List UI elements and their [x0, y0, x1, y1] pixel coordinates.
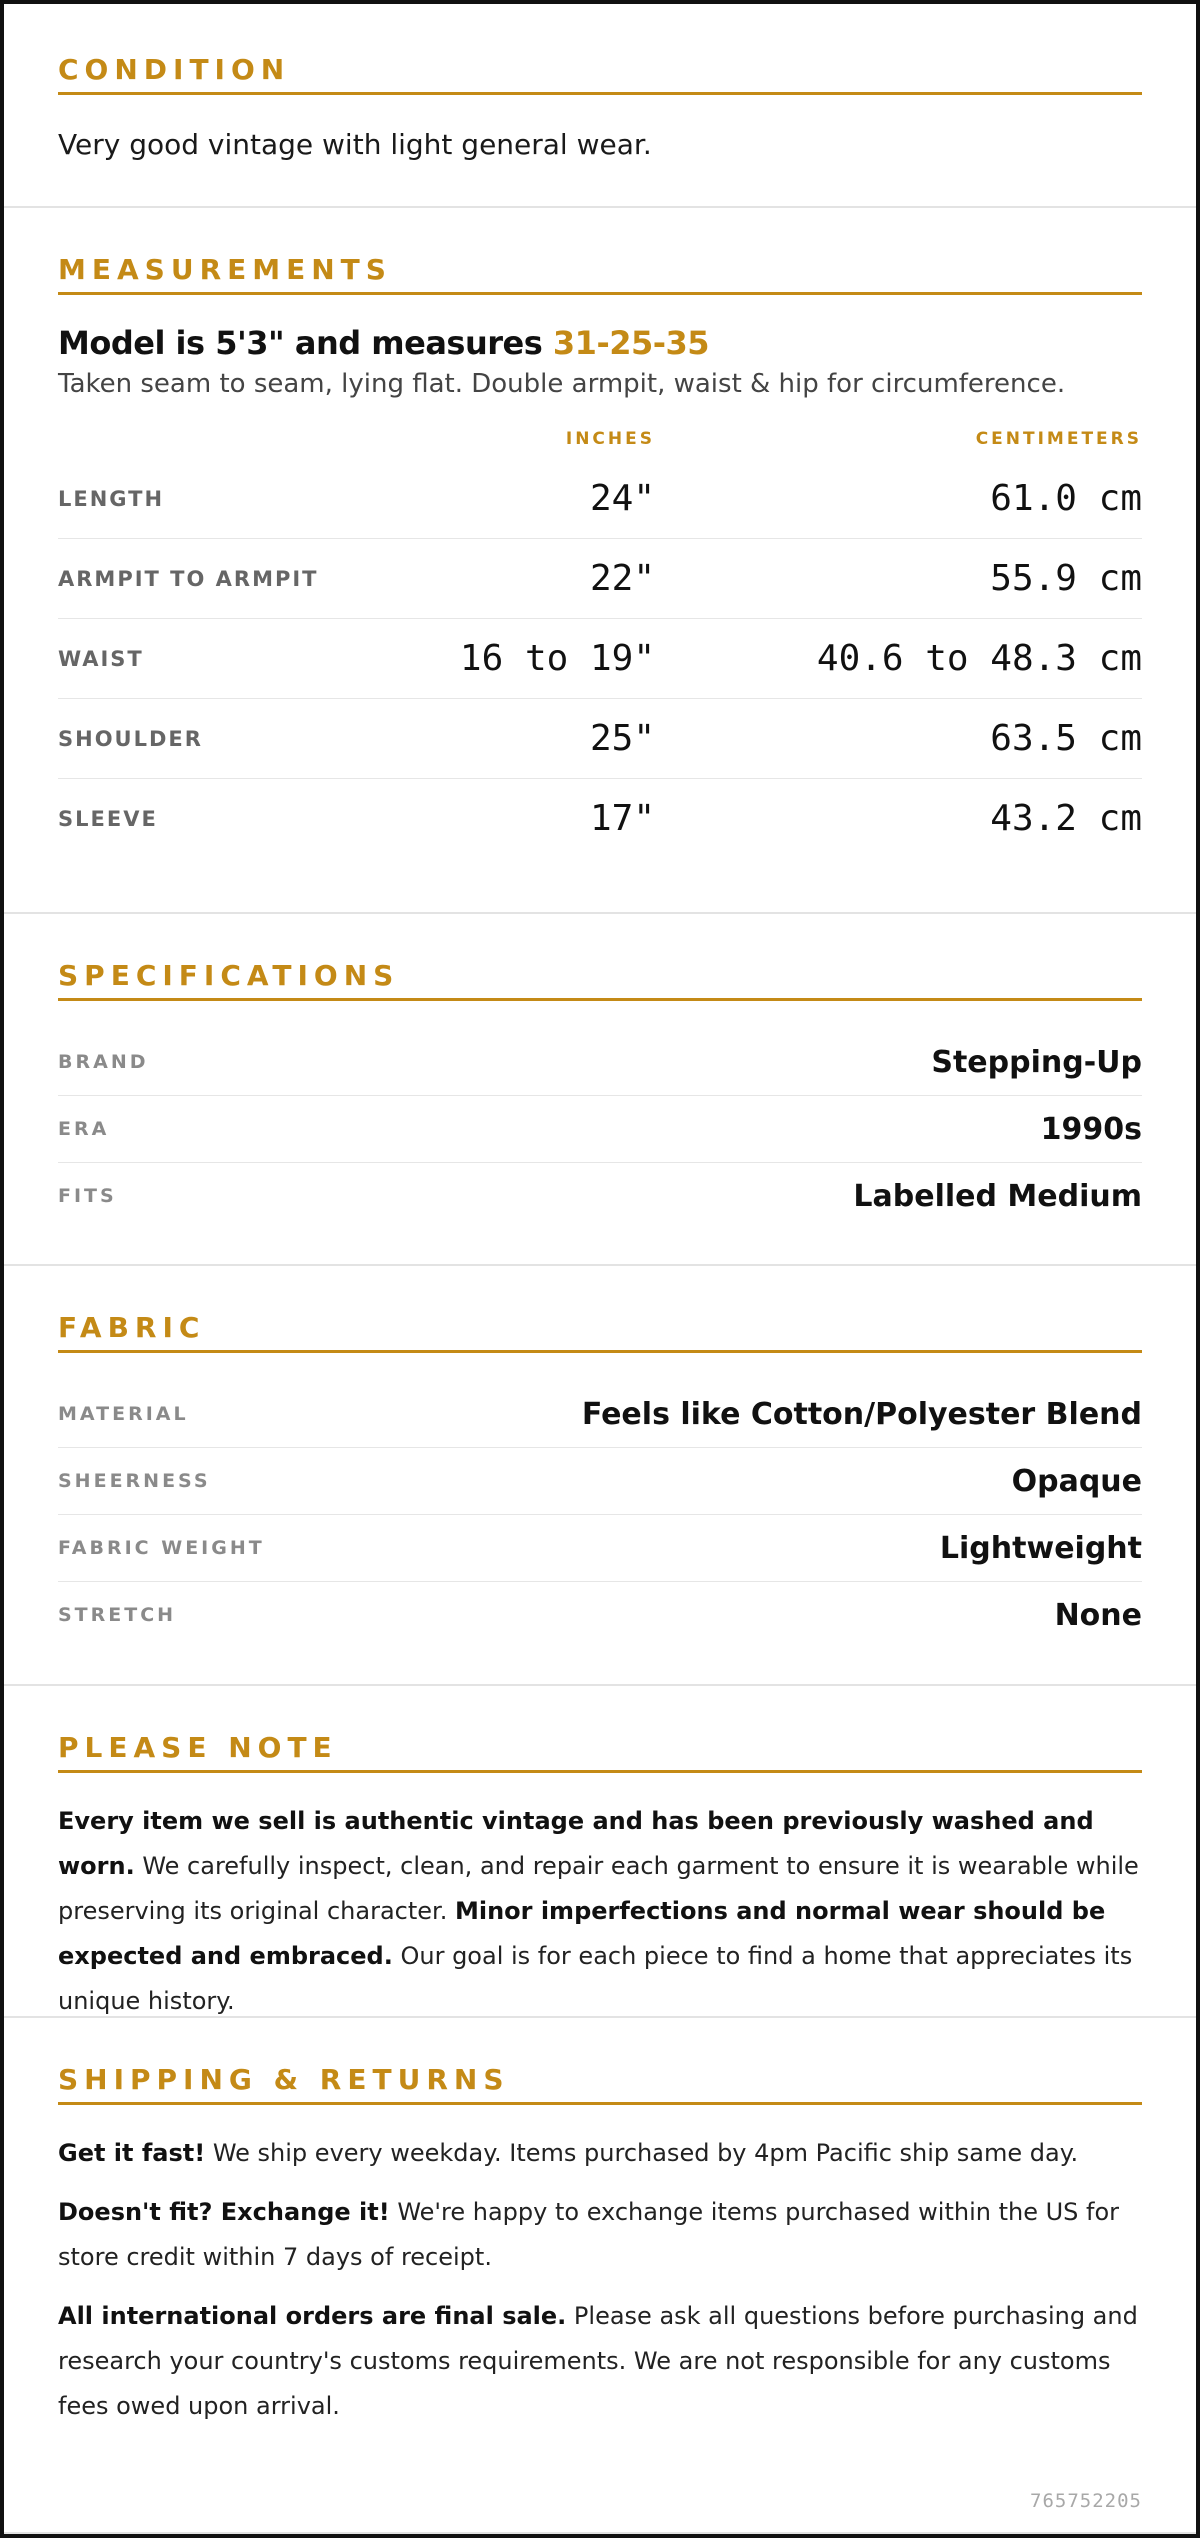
measurement-inches: 25"	[589, 718, 655, 759]
measurement-method-note: Taken seam to seam, lying flat. Double armpit, waist & hip for circumference.	[58, 369, 1066, 399]
measurements-table	[58, 459, 1142, 859]
shipping-exchange-text: We're happy to exchange items purchased within the US for store credit within 7 days of receipt.	[58, 2198, 1120, 2271]
fabric-value: Feels like Cotton/Polyester Blend	[581, 1397, 1142, 1432]
table-row	[58, 459, 1142, 539]
measurements-section	[4, 208, 1196, 914]
condition-divider	[58, 92, 1142, 95]
measurement-inches: 24"	[589, 478, 655, 519]
measurement-inches: 17"	[589, 798, 655, 839]
table-row	[58, 539, 1142, 619]
table-row	[58, 779, 1142, 859]
list-item	[58, 1096, 1142, 1163]
specifications-divider	[58, 998, 1142, 1001]
spec-value: Labelled Medium	[853, 1179, 1142, 1214]
shipping-returns-title: SHIPPING & RETURNS	[58, 2063, 510, 2096]
please-note-text-2: Our goal is for each piece to find a home that appreciates its unique history.	[58, 1942, 1133, 2015]
fabric-value: Lightweight	[939, 1531, 1142, 1566]
list-item	[58, 1515, 1142, 1582]
sku-number: 765752205	[1030, 2490, 1142, 2512]
list-item	[58, 1381, 1142, 1448]
model-measures-line	[58, 323, 1142, 363]
condition-text: Very good vintage with light general wear.	[58, 128, 652, 161]
please-note-title: PLEASE NOTE	[58, 1731, 338, 1764]
fabric-label: MATERIAL	[58, 1403, 189, 1425]
measurement-cm: 40.6 to 48.3 cm	[816, 638, 1142, 679]
fabric-list	[58, 1381, 1142, 1649]
fabric-title: FABRIC	[58, 1311, 206, 1344]
measurements-divider	[58, 292, 1142, 295]
spec-label: ERA	[58, 1118, 110, 1140]
fabric-section	[4, 1266, 1196, 1686]
please-note-text-1: We carefully inspect, clean, and repair each garment to ensure it is wearable while preserving its original character.	[58, 1852, 1139, 1925]
shipping-fast-bold: Get it fast!	[58, 2139, 206, 2167]
spec-value: Stepping-Up	[931, 1045, 1142, 1080]
centimeters-column-header: CENTIMETERS	[975, 429, 1142, 449]
measurement-cm: 63.5 cm	[990, 718, 1142, 759]
shipping-paragraph-exchange	[58, 2190, 1142, 2280]
shipping-exchange-bold: Doesn't fit? Exchange it!	[58, 2198, 390, 2226]
please-note-text	[58, 1799, 1142, 2024]
measurement-label: LENGTH	[58, 487, 165, 511]
measurements-title: MEASUREMENTS	[58, 253, 392, 286]
model-measures-prefix: Model is 5'3" and measures	[58, 324, 553, 362]
fabric-divider	[58, 1350, 1142, 1353]
table-row	[58, 619, 1142, 699]
specifications-list	[58, 1029, 1142, 1230]
shipping-paragraph-international	[58, 2294, 1142, 2429]
spec-value: 1990s	[1040, 1112, 1142, 1147]
shipping-international-text: Please ask all questions before purchasing and research your country's customs requirements. We are not responsible for any customs fees owed upon arrival.	[58, 2302, 1138, 2420]
measurement-label: SLEEVE	[58, 807, 158, 831]
condition-section	[4, 4, 1196, 208]
specifications-title: SPECIFICATIONS	[58, 959, 400, 992]
shipping-international-bold: All international orders are final sale.	[58, 2302, 567, 2330]
model-measures-value: 31-25-35	[552, 324, 710, 362]
condition-title: CONDITION	[58, 53, 291, 86]
list-item	[58, 1163, 1142, 1230]
measurement-cm: 61.0 cm	[990, 478, 1142, 519]
measurement-inches: 16 to 19"	[459, 638, 655, 679]
fabric-value: None	[1054, 1598, 1142, 1633]
measurement-inches: 22"	[589, 558, 655, 599]
spec-label: FITS	[58, 1185, 117, 1207]
fabric-label: FABRIC WEIGHT	[58, 1537, 265, 1559]
shipping-paragraph-fast	[58, 2131, 1142, 2176]
list-item	[58, 1029, 1142, 1096]
measurements-column-headers	[58, 429, 1142, 459]
fabric-label: STRETCH	[58, 1604, 177, 1626]
shipping-returns-section	[4, 2018, 1196, 2534]
fabric-value: Opaque	[1011, 1464, 1142, 1499]
please-note-bold-2: Minor imperfections and normal wear should be expected and embraced.	[58, 1897, 1106, 1970]
please-note-bold-1: Every item we sell is authentic vintage and has been previously washed and worn.	[58, 1807, 1094, 1880]
measurement-label: SHOULDER	[58, 727, 203, 751]
please-note-section	[4, 1686, 1196, 2018]
measurement-cm: 43.2 cm	[990, 798, 1142, 839]
measurement-label: WAIST	[58, 647, 144, 671]
table-row	[58, 699, 1142, 779]
spec-label: BRAND	[58, 1051, 149, 1073]
specifications-section	[4, 914, 1196, 1266]
list-item	[58, 1582, 1142, 1649]
shipping-returns-divider	[58, 2102, 1142, 2105]
shipping-fast-text: We ship every weekday. Items purchased by 4pm Pacific ship same day.	[205, 2139, 1079, 2167]
inches-column-header: INCHES	[565, 429, 655, 449]
measurement-cm: 55.9 cm	[990, 558, 1142, 599]
please-note-divider	[58, 1770, 1142, 1773]
measurement-label: ARMPIT TO ARMPIT	[58, 567, 319, 591]
list-item	[58, 1448, 1142, 1515]
fabric-label: SHEERNESS	[58, 1470, 211, 1492]
